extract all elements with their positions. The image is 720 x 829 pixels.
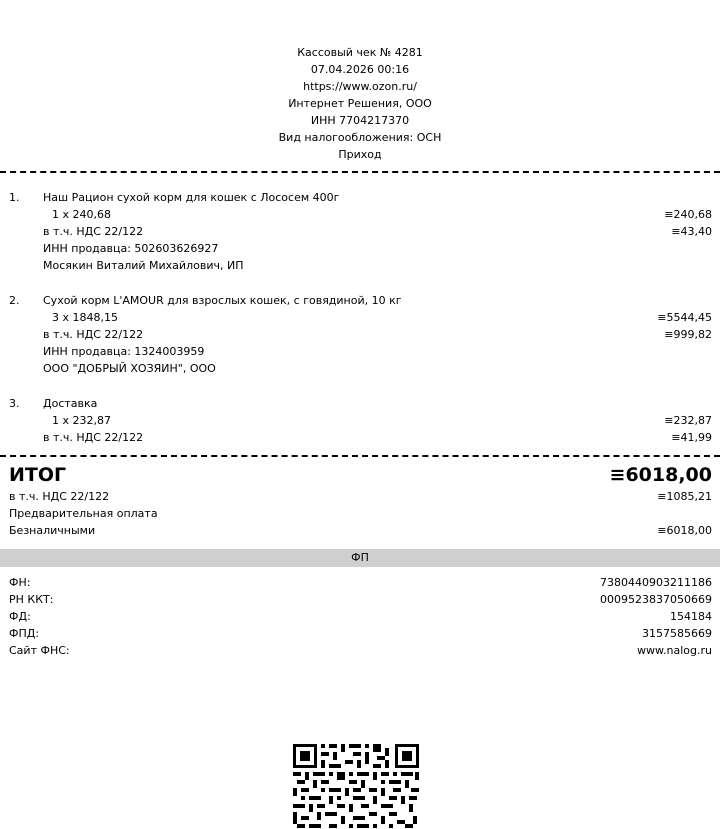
total-amount: ≡6018,00: [609, 464, 712, 486]
company-name: Интернет Решения, ООО: [288, 97, 432, 110]
item-number: 2.: [9, 294, 20, 307]
item-name: Наш Рацион сухой корм для кошек с Лососем 400г: [43, 191, 340, 204]
list-item: [0, 189, 720, 274]
item-name: Доставка: [43, 397, 98, 410]
item-number: 3.: [9, 397, 20, 410]
prepayment-label: Предварительная оплата: [9, 507, 158, 520]
company-inn: ИНН 7704217370: [310, 114, 410, 127]
fiscal-value: 0009523837050669: [600, 593, 712, 606]
item-seller: ООО "ДОБРЫЙ ХОЗЯИН", ООО: [43, 362, 216, 375]
fp-bar: ФП: [0, 549, 720, 567]
item-vat: ≡41,99: [671, 431, 712, 444]
item-seller-inn: ИНН продавца: 502603626927: [43, 242, 219, 255]
item-vat-label: в т.ч. НДС 22/122: [43, 431, 144, 444]
totals-block: [0, 462, 720, 539]
cashless-amount: ≡6018,00: [657, 524, 712, 537]
divider: [0, 171, 720, 173]
fiscal-label: Сайт ФНС:: [9, 644, 70, 657]
total-vat: ≡1085,21: [657, 490, 712, 503]
fiscal-label: ФПД:: [9, 627, 40, 640]
item-seller: Мосякин Виталий Михайлович, ИП: [43, 259, 244, 272]
list-item: [0, 292, 720, 377]
item-sum: ≡5544,45: [657, 311, 712, 324]
item-vat: ≡43,40: [671, 225, 712, 238]
item-vat-label: в т.ч. НДС 22/122: [43, 328, 144, 341]
fiscal-value: 154184: [670, 610, 712, 623]
receipt-title: Кассовый чек № 4281: [297, 46, 423, 59]
fiscal-label: ФН:: [9, 576, 31, 589]
fiscal-label: РН ККТ:: [9, 593, 54, 606]
item-seller-inn: ИНН продавца: 1324003959: [43, 345, 205, 358]
total-vat-label: в т.ч. НДС 22/122: [9, 490, 110, 503]
item-sum: ≡232,87: [664, 414, 712, 427]
receipt-datetime: 07.04.2026 00:16: [310, 63, 410, 76]
item-qty-price: 1 x 240,68: [52, 208, 111, 221]
fiscal-value: 3157585669: [642, 627, 712, 640]
divider: [0, 455, 720, 457]
receipt-header: [0, 44, 720, 163]
item-qty-price: 1 x 232,87: [52, 414, 111, 427]
fiscal-block: [0, 574, 720, 659]
tax-system: Вид налогообложения: ОСН: [278, 131, 442, 144]
fiscal-value: 7380440903211186: [600, 576, 712, 589]
item-name: Сухой корм L'AMOUR для взрослых кошек, с говядиной, 10 кг: [43, 294, 402, 307]
receipt-url: https://www.ozon.ru/: [303, 80, 417, 93]
item-vat: ≡999,82: [664, 328, 712, 341]
operation-type: Приход: [338, 148, 382, 161]
qr-code: [293, 744, 419, 829]
fiscal-value: www.nalog.ru: [637, 644, 712, 657]
list-item: [0, 395, 720, 446]
cashless-label: Безналичными: [9, 524, 96, 537]
item-sum: ≡240,68: [664, 208, 712, 221]
item-vat-label: в т.ч. НДС 22/122: [43, 225, 144, 238]
item-qty-price: 3 x 1848,15: [52, 311, 118, 324]
item-number: 1.: [9, 191, 20, 204]
fiscal-label: ФД:: [9, 610, 31, 623]
total-label: ИТОГ: [9, 464, 67, 486]
